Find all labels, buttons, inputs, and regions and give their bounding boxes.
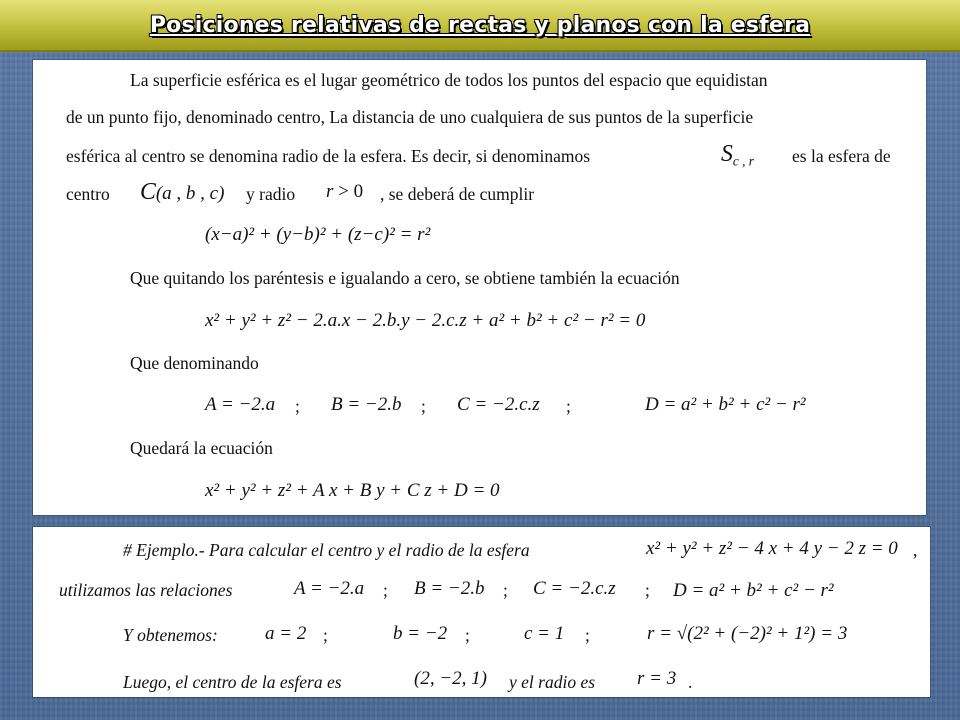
theory-line-2: de un punto fijo, denominado centro, La distancia de uno cualquiera de sus puntos de la superficie xyxy=(66,107,754,127)
theory-panel xyxy=(33,60,926,515)
val-b: b = −2 xyxy=(393,623,448,644)
example-line-4a: Luego, el centro de la esfera es xyxy=(123,672,342,692)
expanded-equation: x² + y² + z² − 2.a.x − 2.b.y − 2.c.z + a² + b² + c² − r² = 0 xyxy=(205,310,646,331)
text-denominando: Que denominando xyxy=(130,353,259,373)
example-sphere-equation: x² + y² + z² − 4 x + 4 y − 2 z = 0 xyxy=(646,538,898,559)
theory-line-4c: , se deberá de cumplir xyxy=(380,184,535,204)
text-quedara: Quedará la ecuación xyxy=(130,438,273,458)
def-D: D = a² + b² + c² − r² xyxy=(645,394,806,415)
rel-sep-1: ; xyxy=(383,580,388,600)
sphere-symbol: $S_{c , r}$ xyxy=(721,141,754,169)
rel-C: C = −2.c.z xyxy=(533,578,616,599)
sphere-equation: (x−a)² + (y−b)² + (z−c)² = r² xyxy=(205,224,431,245)
rel-B: B = −2.b xyxy=(414,578,485,599)
theory-line-1: La superficie esférica es el lugar geométrico de todos los puntos del espacio que equidistan xyxy=(130,70,768,90)
rel-sep-2: ; xyxy=(503,580,508,600)
val-a: a = 2 xyxy=(265,623,307,644)
sep-3: ; xyxy=(566,396,571,416)
center-symbol: C(a , b , c) xyxy=(140,179,225,205)
slide-title: Posiciones relativas de rectas y planos con la esfera xyxy=(149,12,811,38)
center-result: (2, −2, 1) xyxy=(414,668,487,689)
val-c: c = 1 xyxy=(524,623,565,644)
sep-2: ; xyxy=(421,396,426,416)
example-comma: , xyxy=(913,540,918,560)
title-bar xyxy=(0,0,960,52)
example-line-2: utilizamos las relaciones xyxy=(59,580,233,600)
def-B: B = −2.b xyxy=(331,394,402,415)
example-period: . xyxy=(688,672,693,692)
theory-line-4b: y radio xyxy=(246,184,296,204)
val-sep-2: ; xyxy=(465,625,470,645)
radius-result: r = 3 xyxy=(637,668,677,689)
example-line-3: Y obtenemos: xyxy=(123,625,218,645)
theory-line-3a: esférica al centro se denomina radio de la esfera. Es decir, si denominamos xyxy=(66,146,591,166)
def-C: C = −2.c.z xyxy=(457,394,540,415)
theory-line-4a: centro xyxy=(66,184,110,204)
example-panel xyxy=(33,527,930,697)
rel-sep-3: ; xyxy=(645,580,650,600)
text-expand: Que quitando los paréntesis e igualando a cero, se obtiene también la ecuación xyxy=(130,268,680,288)
rel-A: A = −2.a xyxy=(294,578,365,599)
theory-line-3b: es la esfera de xyxy=(792,146,891,166)
def-A: A = −2.a xyxy=(205,394,276,415)
example-line-4b: y el radio es xyxy=(509,672,596,692)
val-sep-1: ; xyxy=(323,625,328,645)
example-line-1: # Ejemplo.- Para calcular el centro y el radio de la esfera xyxy=(123,540,530,560)
sep-1: ; xyxy=(295,396,300,416)
val-r: r = √(2² + (−2)² + 1²) = 3 xyxy=(647,623,848,644)
val-sep-3: ; xyxy=(585,625,590,645)
general-equation: x² + y² + z² + A x + B y + C z + D = 0 xyxy=(205,480,500,501)
radius-condition: r > 0 xyxy=(326,181,364,202)
rel-D: D = a² + b² + c² − r² xyxy=(673,580,834,601)
